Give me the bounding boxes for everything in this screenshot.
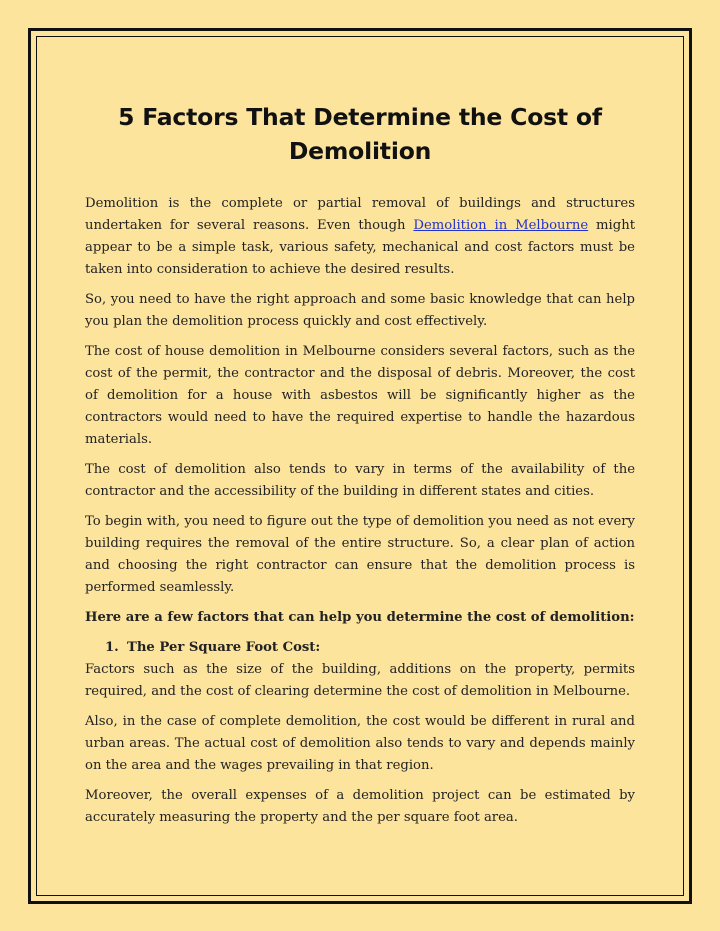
factor-heading-1 (105, 637, 635, 659)
paragraph-begin: To begin with, you need to figure out the type of demolition you need as not every building requires the removal of the entire structure. So, a clear plan of action and choosing the right contractor can ensure that the demolition process is performed seamlessly. (85, 514, 635, 595)
paragraph-approach: So, you need to have the right approach and some basic knowledge that can help you plan the demolition process quickly and cost effectively. (85, 292, 635, 329)
demolition-melbourne-link[interactable]: Demolition in Melbourne (413, 218, 589, 233)
intro-text-end: might appear to be a simple task, various safety, mechanical and cost factors must be taken into consideration to achieve the desired results. (85, 218, 635, 277)
document-body (85, 100, 635, 837)
paragraph-rural-urban: Also, in the case of complete demolition, the cost would be different in rural and urban areas. The actual cost of demolition also tends to vary and depends mainly on the area and the wages prevailing in that region. (85, 714, 635, 773)
intro-text-start: Demolition is the complete or partial removal of buildings and structures undertaken for several reasons. Even though (85, 196, 635, 233)
factor-number: 1. (105, 640, 119, 655)
paragraph-intro (85, 193, 635, 281)
paragraph-overall-expenses: Moreover, the overall expenses of a demolition project can be estimated by accurately measuring the property and the per square foot area. (85, 788, 635, 825)
page-title: 5 Factors That Determine the Cost of Demolition (118, 103, 602, 165)
paragraph-availability: The cost of demolition also tends to vary in terms of the availability of the contractor and the accessibility of the building in different states and cities. (85, 462, 635, 499)
paragraph-house-cost: The cost of house demolition in Melbourne considers several factors, such as the cost of the permit, the contractor and the disposal of debris. Moreover, the cost of demolition for a house with asbestos will be significantly higher as the contractors would need to have the required expertise to handle the hazardous materials. (85, 344, 635, 447)
factors-lead-heading: Here are a few factors that can help you determine the cost of demolition: (85, 610, 635, 625)
factor-title: The Per Square Foot Cost: (127, 640, 321, 655)
paragraph-size-factors: Factors such as the size of the building, additions on the property, permits required, and the cost of clearing determine the cost of demolition in Melbourne. (85, 662, 635, 699)
